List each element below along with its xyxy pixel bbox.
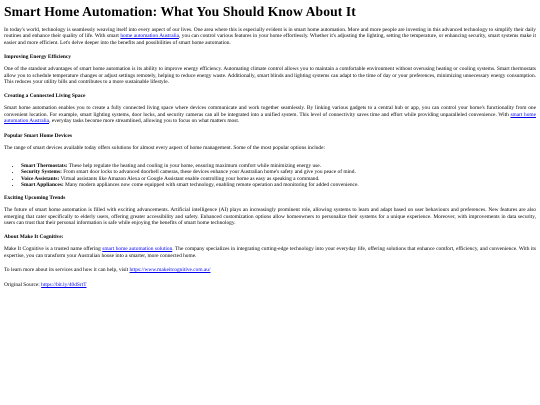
list-item-desc: These help regulate the heating and cooling in your home, ensuring maximum comfort while minimizing energy use.	[67, 163, 322, 170]
connected-text: Smart home automation enables you to create a fully connected living space where devices communicate and work together seamlessly. By linking various gadgets to a central hub or app, you can control your home's functionality from one convenient location. For example, smart lighting systems, door locks, and security cameras can all be integrated into a unified system. This level of connectivity saves time and effort while providing unparalleled convenience. With	[4, 105, 536, 118]
list-item-term: Security Systems:	[21, 169, 62, 176]
about-text-end: . The company specializes in integrating cutting-edge technology into your everyday life, offering solutions that enhance comfort, efficiency, and convenience. With its expertise, you can transform your Australian house into a smarter, more connected home.	[4, 246, 536, 259]
about-heading: About Make It Cognitive:	[4, 234, 64, 241]
about-text: Make It Cognitive is a trusted name offering	[4, 246, 103, 253]
website-link[interactable]: https://www.makeitcognitive.com.au/	[129, 267, 211, 274]
devices-heading: Popular Smart Home Devices	[4, 132, 73, 139]
contact-paragraph	[4, 267, 536, 273]
devices-list	[4, 163, 536, 188]
automation-solution-link[interactable]: smart home automation solution	[102, 246, 173, 253]
list-item-term: Smart Thermostats:	[21, 163, 68, 170]
about-paragraph	[4, 246, 536, 259]
connected-paragraph	[4, 105, 536, 124]
connected-text-end: , everyday tasks become more streamlined, allowing you to focus on what matters most.	[49, 118, 240, 125]
list-item	[21, 182, 536, 188]
list-item-term: Voice Assistants:	[21, 175, 60, 182]
list-item-term: Smart Appliances:	[21, 181, 64, 188]
home-automation-link[interactable]: home automation Australia	[120, 33, 179, 40]
page-title: Smart Home Automation: What You Should Know About It	[4, 4, 356, 19]
intro-text: In today's world, technology is seamlessly weaving itself into every aspect of our lives. One area where this is especially evident is in smart home automation. More and more people are investing in this advanced technology to simplify their daily routines and enhance their quality of life. With smart	[4, 27, 536, 40]
list-item-desc: Virtual assistants like Amazon Alexa or Google Assistant enable controlling your home as easy as speaking a command.	[59, 175, 320, 182]
smart-home-automation-link[interactable]: smart home automation Australia	[4, 111, 536, 125]
list-item-desc: Many modern appliances now come equipped with smart technology, enabling remote operation and monitoring for added convenience.	[63, 181, 359, 188]
list-item-desc: From smart door locks to advanced doorbell cameras, these devices enhance your Australian home's safety and give you peace of mind.	[61, 169, 356, 176]
energy-heading: Improving Energy Efficiency	[4, 54, 71, 61]
original-source-link[interactable]: https://bit.ly/40dSrtT	[41, 281, 87, 288]
contact-text: To learn more about its services and how it can help, visit	[4, 267, 130, 274]
energy-paragraph: One of the standout advantages of smart home automation is its ability to improve energy efficiency. Automating climate control allows you to maintain a comfortable environment without overusing heating or cooling systems. Smart thermostats allow you to schedule temperature changes or adjust settings remotely, helping to reduce energy waste. Additionally, smart blinds and lighting systems can adapt to the time of day or your preferences, minimizing unnecessary energy consumption. This reduces your utility bills and contributes to a more sustainable lifestyle.	[4, 66, 536, 86]
devices-paragraph: The range of smart devices available today offers solutions for almost every aspect of home management. Some of the most popular options include:	[4, 144, 326, 151]
trends-heading: Exciting Upcoming Trends	[4, 195, 66, 202]
intro-paragraph	[4, 27, 536, 46]
connected-heading: Creating a Connected Living Space	[4, 93, 86, 100]
intro-text-end: , you can control various features in your home effortlessly. Whether it's adjusting the lighting, setting the temperature, or enhancing security, smart systems make it easier and more efficient. Let's delve deeper into the benefits and possibilities of smart home automation.	[4, 33, 537, 46]
source-label: Original Source:	[4, 281, 42, 288]
trends-paragraph: The future of smart home automation is filled with exciting advancements. Artificial intelligence (AI) plays an increasingly prominent role, allowing systems to learn and adapt based on user behaviours and preferences. New features are also emerging that cater specifically to elderly users, offering greater accessibility and safety. Enhanced customization options allow homeowners to personalize their systems for a unique experience. Moreover, with improvements in data security, users can trust that their personal information is safe while enjoying the benefits of smart home technology.	[4, 207, 536, 227]
source-paragraph	[4, 282, 536, 288]
